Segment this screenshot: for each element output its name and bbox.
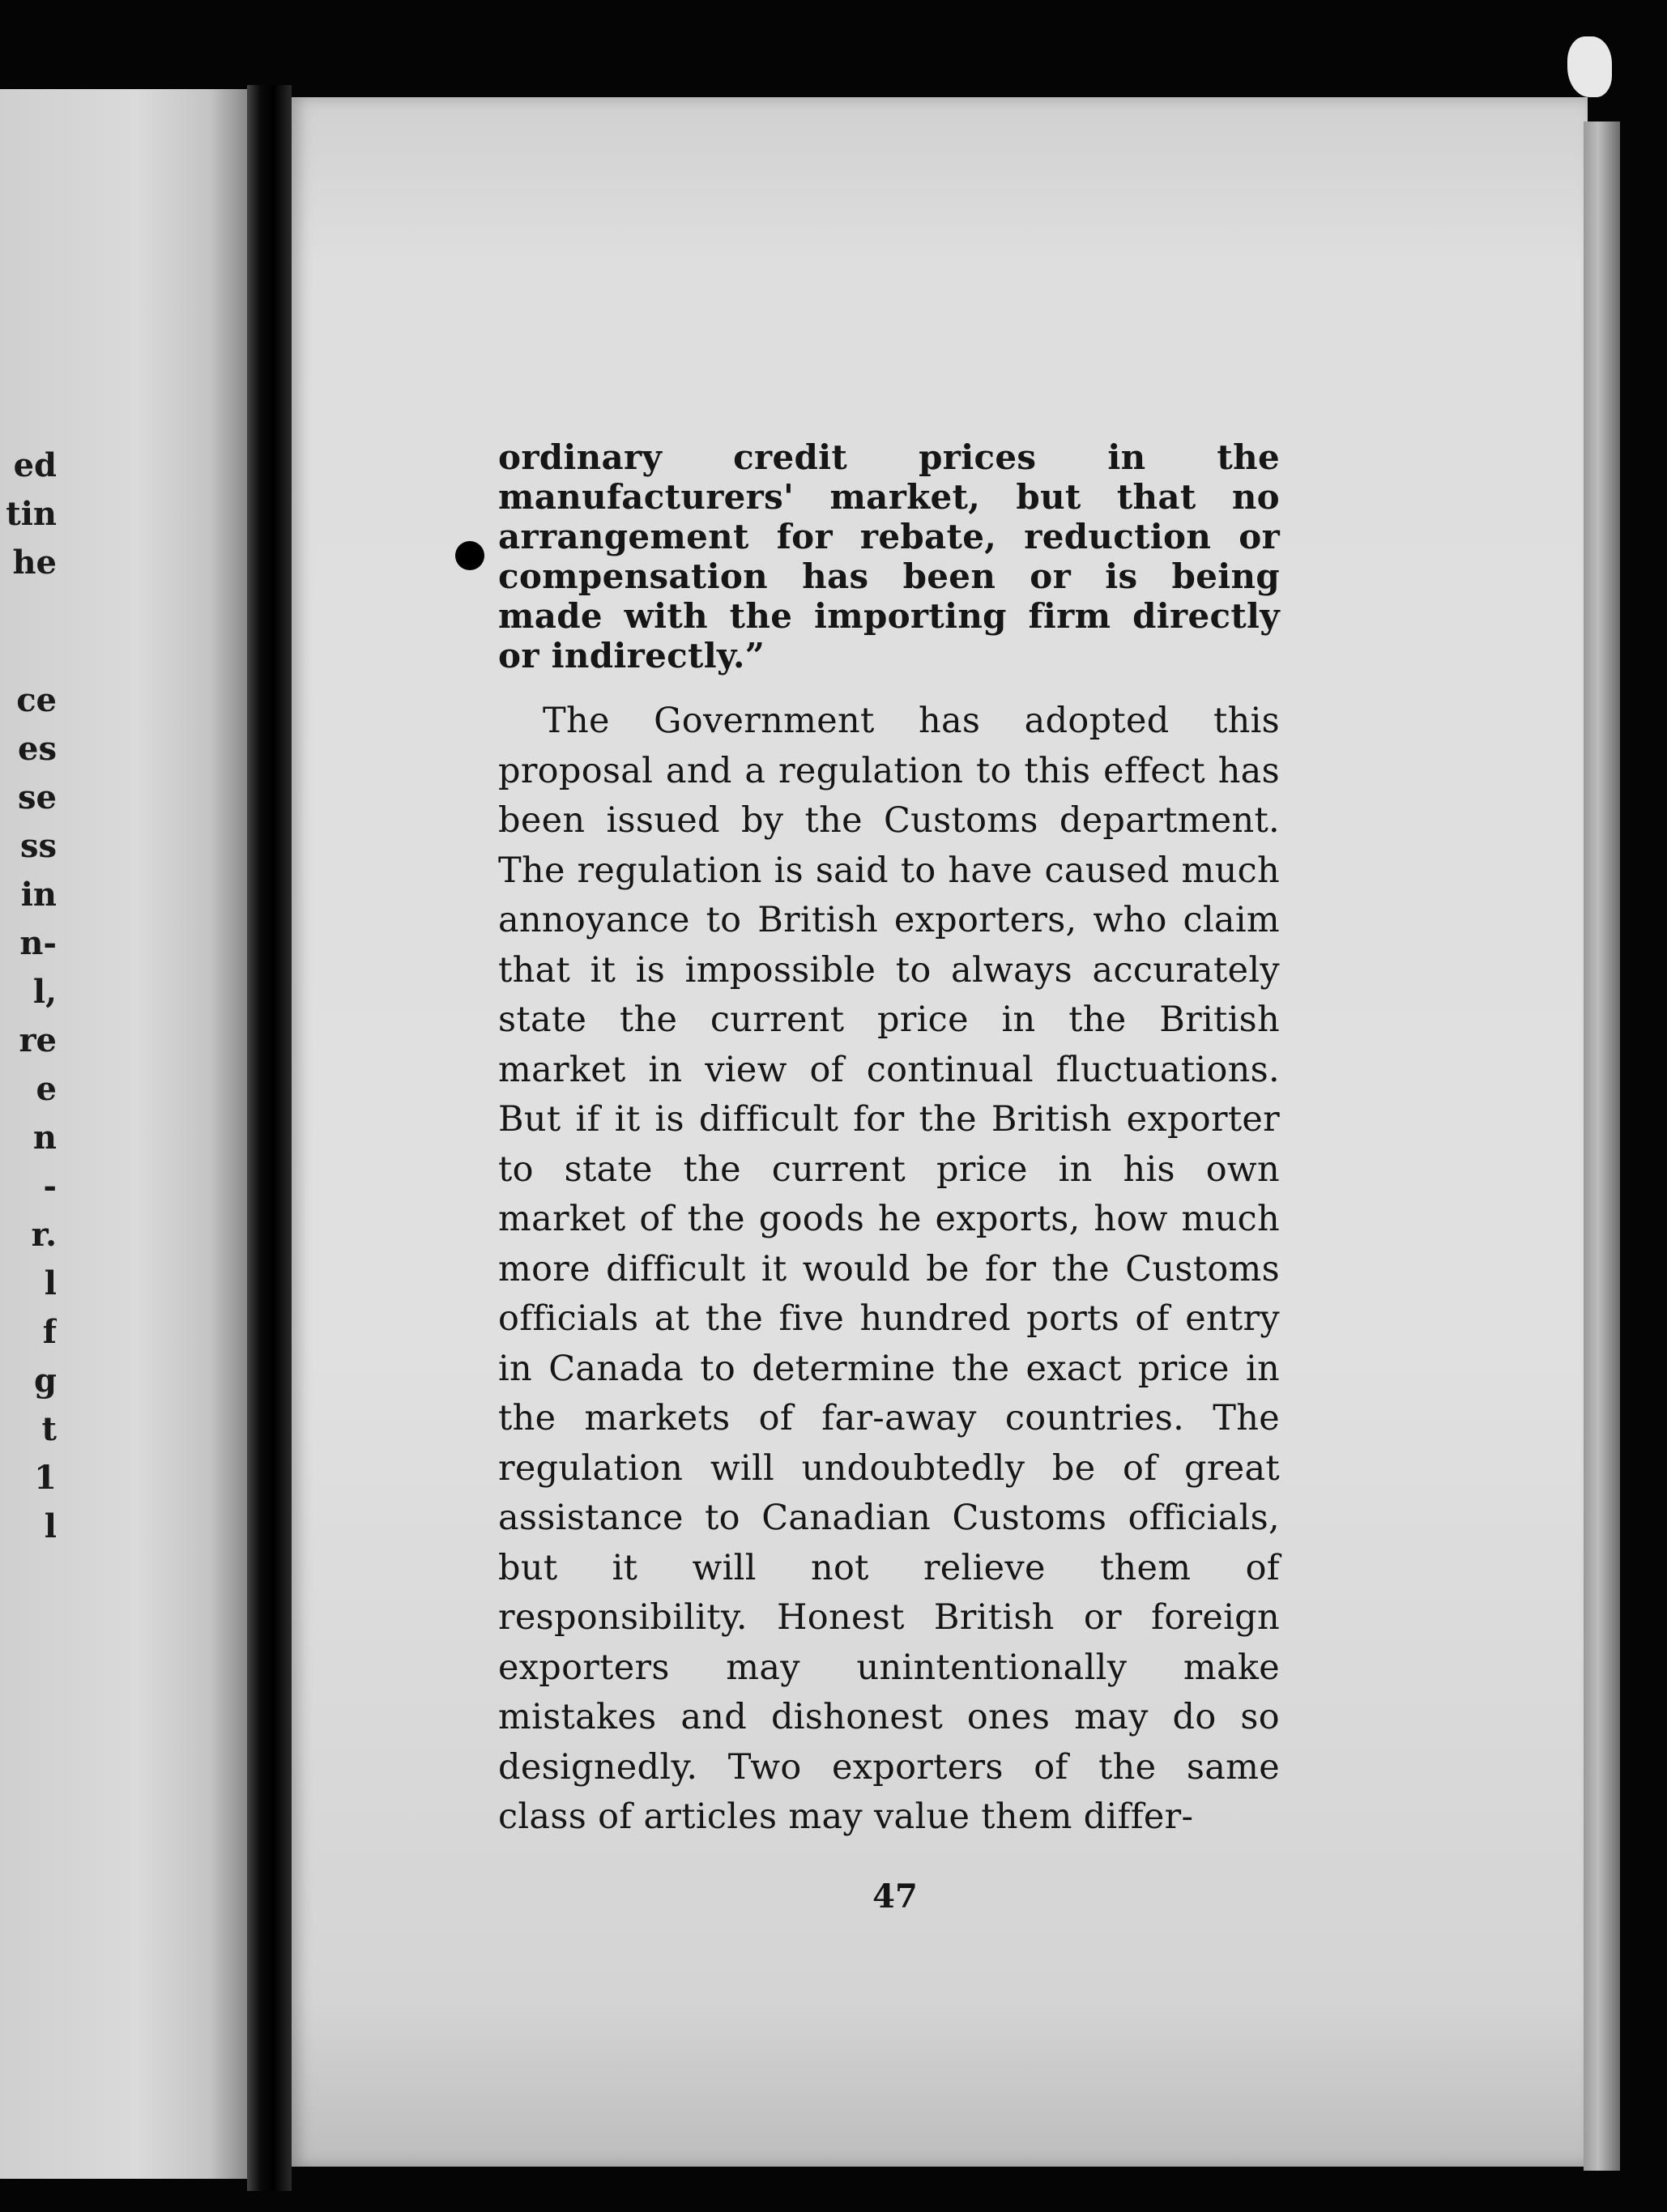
facing-fragment: f (42, 1313, 57, 1351)
margin-dot-mark (455, 541, 484, 570)
page-edge (1584, 121, 1620, 2171)
facing-fragment: ce (16, 681, 57, 719)
facing-fragment: r. (31, 1216, 57, 1254)
facing-fragment: ed (13, 446, 57, 484)
facing-fragment: g (34, 1362, 57, 1400)
facing-fragment: 1 (34, 1459, 57, 1497)
body-paragraph: The Government has adopted this proposal and a regulation to this effect has been issued by the Customs department. The regulation is said to have caused much annoyance to British exporters, who claim that it is impossible to always accurately state the current price in the British market in view of continual fluctuations. But if it is difficult for the British exporter to state the current price in his own market of the goods he exports, how much more difficult it would be for the Customs officials at the five hundred ports of entry in Canada to determine the exact price in the markets of far-away countries. The regulation will undoubtedly be of great assistance to Canadian Customs officials, but it will not relieve them of responsibility. Honest British or foreign exporters may unintentionally make mistakes and dishonest ones may do so designedly. Two exporters of the same class of articles may value them differ- (498, 701, 1280, 1837)
book-gutter (247, 85, 292, 2191)
facing-fragment: l (44, 1507, 57, 1545)
facing-fragment: se (18, 778, 57, 816)
facing-fragment: t (41, 1410, 57, 1448)
page-number: 47 (872, 1877, 918, 1916)
facing-fragment: l (44, 1264, 57, 1302)
facing-fragment: n (32, 1119, 57, 1157)
facing-fragment: he (12, 543, 57, 582)
facing-page-text-fragments (0, 441, 57, 1551)
facing-fragment: e (36, 1070, 57, 1108)
facing-fragment: l, (32, 973, 57, 1011)
facing-fragment (0, 587, 57, 676)
page-body (498, 437, 1280, 1843)
facing-fragment: es (18, 730, 57, 768)
facing-fragment: ss (19, 827, 57, 865)
facing-fragment: tin (6, 495, 57, 533)
facing-fragment: n- (19, 924, 57, 962)
facing-fragment: re (19, 1021, 57, 1059)
facing-fragment: - (43, 1167, 57, 1205)
corner-mark (1567, 36, 1612, 97)
quoted-passage: ordinary credit prices in the manufacturers' market, but that no arrangement for rebate, reduction or compensation has been or is being made with the importing firm directly or indirectly.” (498, 437, 1280, 676)
facing-fragment: in (20, 876, 57, 914)
